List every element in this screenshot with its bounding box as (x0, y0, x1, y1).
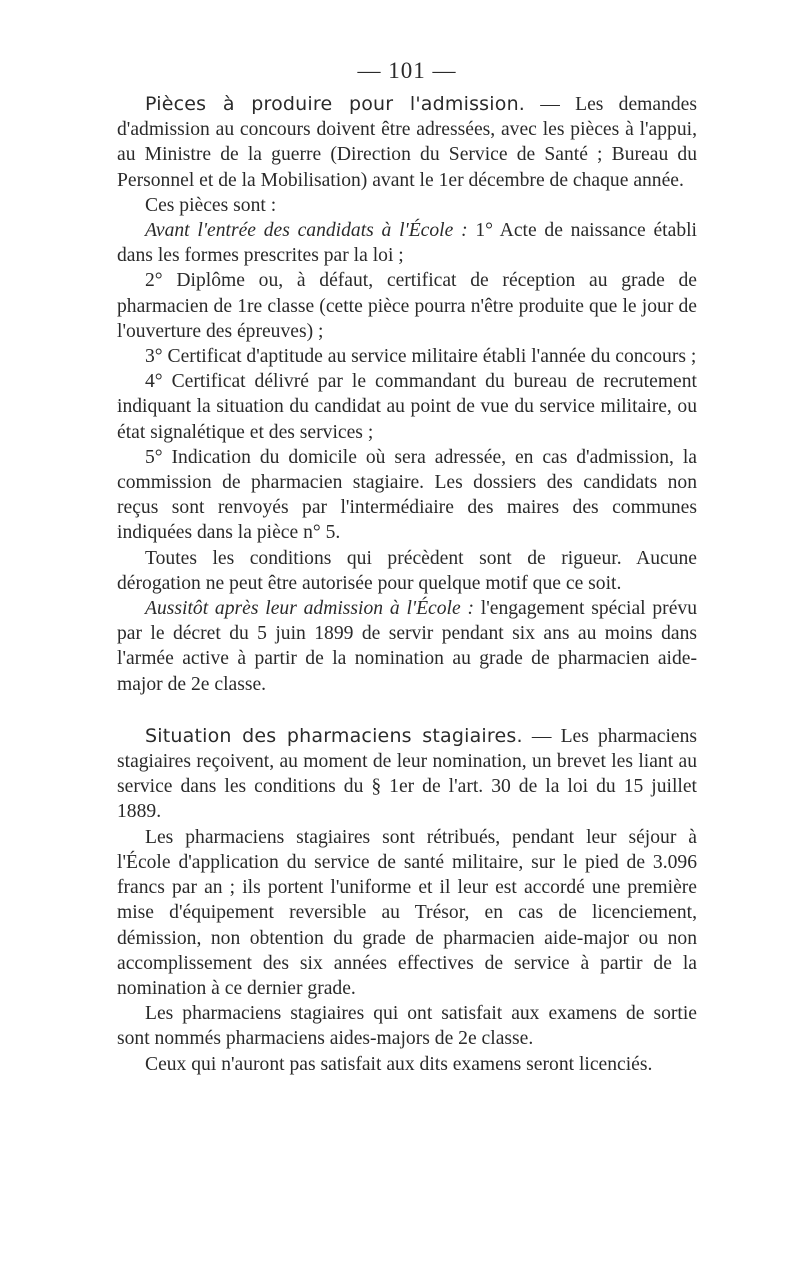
book-page (117, 58, 697, 1077)
stagiaires-paragraph (117, 724, 697, 825)
list-item-2: 2° Diplôme ou, à défaut, certificat de réception au grade de pharmacien de 1re classe (cette pièce pourra n'être produite que le jour de l'ouverture des épreuves) ; (117, 270, 697, 342)
stagiaires-intro-text: — Les pharmaciens stagiaires reçoivent, au moment de leur nomination, un brevet les liant au service dans les conditions du § 1er de l'art. 30 de la loi du 15 juillet 1889. (117, 725, 698, 823)
nomination-paragraph: Les pharmaciens stagiaires qui ont satisfait aux examens de sortie sont nommés pharmaciens aides-majors de 2e classe. (117, 1003, 697, 1050)
aussitot-paragraph (117, 596, 697, 697)
item-1-text: 1° Acte de naissance établi dans les formes prescrites par la loi ; (117, 220, 697, 267)
licenciement-paragraph: Ceux qui n'auront pas satisfait aux dits examens seront licenciés. (145, 1053, 653, 1075)
list-item-1 (117, 218, 697, 268)
aussitot-text: l'engagement spécial prévu par le décret du 5 juin 1899 de servir pendant six ans au moins dans l'armée active à partir de la nomination au grade de pharmacien aide-major de 2e classe. (117, 598, 698, 695)
avant-label: Avant l'entrée des candidats à l'École : (145, 220, 468, 242)
list-item-5: 5° Indication du domicile où sera adressée, en cas d'admission, la commission de pharmacien stagiaire. Les dossiers des candidats non reçus sont renvoyés par l'intermédiaire des maires des communes indiquées dans la pièce n° 5. (117, 446, 697, 544)
page-number: — 101 — (357, 58, 457, 83)
section-heading-stagiaires: Situation des pharmaciens stagiaires. (145, 724, 523, 747)
pieces-intro: Ces pièces sont : (145, 194, 277, 216)
admission-intro-text: — Les demandes d'admission au concours doivent être adressées, avec les pièces à l'appui, au Ministre de la guerre (Direction du Service de Santé ; Bureau du Personnel et de la Mobilisation) avant le 1er décembre de chaque année. (117, 94, 697, 191)
retribution-paragraph: Les pharmaciens stagiaires sont rétribués, pendant leur séjour à l'École d'application du service de santé militaire, sur le pied de 3.096 francs par an ; ils portent l'uniforme et il leur est accordé une première mise d'équipement reversible au Trésor, en cas de licenciement, démission, non obtention du grade de pharmacien aide-major ou non accomplissement des six années effectives de service à partir de la nomination à ce dernier grade. (117, 826, 697, 999)
admission-paragraph (117, 92, 697, 193)
conditions-paragraph: Toutes les conditions qui précèdent sont de rigueur. Aucune dérogation ne peut être autorisée pour quelque motif que ce soit. (117, 547, 697, 594)
section-gap (117, 697, 697, 724)
list-item-4: 4° Certificat délivré par le commandant du bureau de recrutement indiquant la situation du candidat au point de vue du service militaire, ou état signalétique et des services ; (117, 371, 697, 443)
aussitot-label: Aussitôt après leur admission à l'École : (145, 598, 474, 620)
section-heading-admission: Pièces à produire pour l'admission. (145, 93, 526, 115)
list-item-3: 3° Certificat d'aptitude au service militaire établi l'année du concours ; (145, 346, 697, 368)
